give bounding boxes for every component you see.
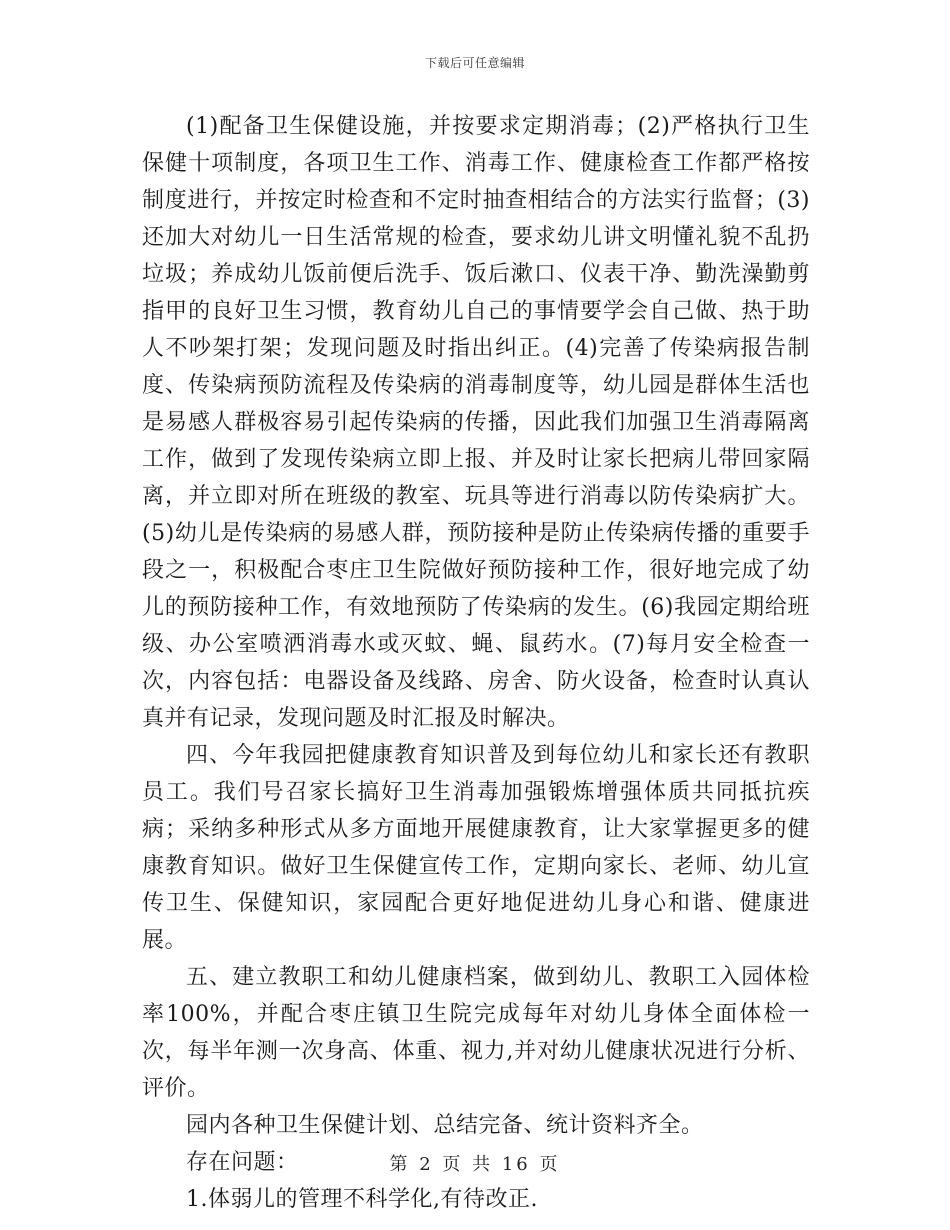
page-header: 下载后可任意编辑 [424, 56, 525, 70]
paragraph-problem-1: 1.体弱儿的管理不科学化,有待改正. [186, 1187, 538, 1212]
document-body [142, 108, 810, 1218]
paragraph-hygiene-measures: (1)配备卫生保健设施，并按要求定期消毒；(2)严格执行卫生保健十项制度，各项卫生工作、消毒工作、健康检查工作都严格按制度进行，并按定时检查和不定时抽查相结合的方法实行监督；(3)还加大对幼儿一日生活常规的检查，要求幼儿讲文明懂礼貌不乱扔垃圾；养成幼儿饭前便后洗手、饭后漱口、仪表干净、勤洗澡勤剪指甲的良好卫生习惯，教育幼儿自己的事情要学会自己做、热于助人不吵架打架；发现问题及时指出纠正。(4)完善了传染病报告制度、传染病预防流程及传染病的消毒制度等，幼儿园是群体生活也是易感人群极容易引起传染病的传播，因此我们加强卫生消毒隔离工作，做到了发现传染病立即上报、并及时让家长把病儿带回家隔离，并立即对所在班级的教室、玩具等进行消毒以防传染病扩大。(5)幼儿是传染病的易感人群，预防接种是防止传染病传播的重要手段之一，积极配合枣庄卫生院做好预防接种工作，很好地完成了幼儿的预防接种工作，有效地预防了传染病的发生。(6)我园定期给班级、办公室喷洒消毒水或灭蚊、蝇、鼠药水。(7)每月安全检查一次，内容包括：电器设备及线路、房舍、防火设备，检查时认真认真并有记录，发现问题及时汇报及时解决。 [142, 114, 810, 731]
page-number-footer: 第 2 页 共 16 页 [389, 1154, 561, 1175]
paragraph-health-education: 四、今年我园把健康教育知识普及到每位幼儿和家长还有教职员工。我们号召家长搞好卫生消毒加强锻炼增强体质共同抵抗疾病；采纳多种形式从多方面地开展健康教育，让大家掌握更多的健康教育知识。做好卫生保健宣传工作，定期向家长、老师、幼儿宣传卫生、保健知识，家园配合更好地促进幼儿身心和谐、健康进展。 [142, 743, 810, 953]
paragraph-problems-heading: 存在问题： [186, 1150, 299, 1175]
paragraph-health-records: 五、建立教职工和幼儿健康档案，做到幼儿、教职工入园体检率100%，并配合枣庄镇卫生院完成每年对幼儿身体全面体检一次，每半年测一次身高、体重、视力,并对幼儿健康状况进行分析、评价。 [142, 965, 810, 1101]
paragraph-plans-complete: 园内各种卫生保健计划、总结完备、统计资料齐全。 [186, 1113, 704, 1138]
